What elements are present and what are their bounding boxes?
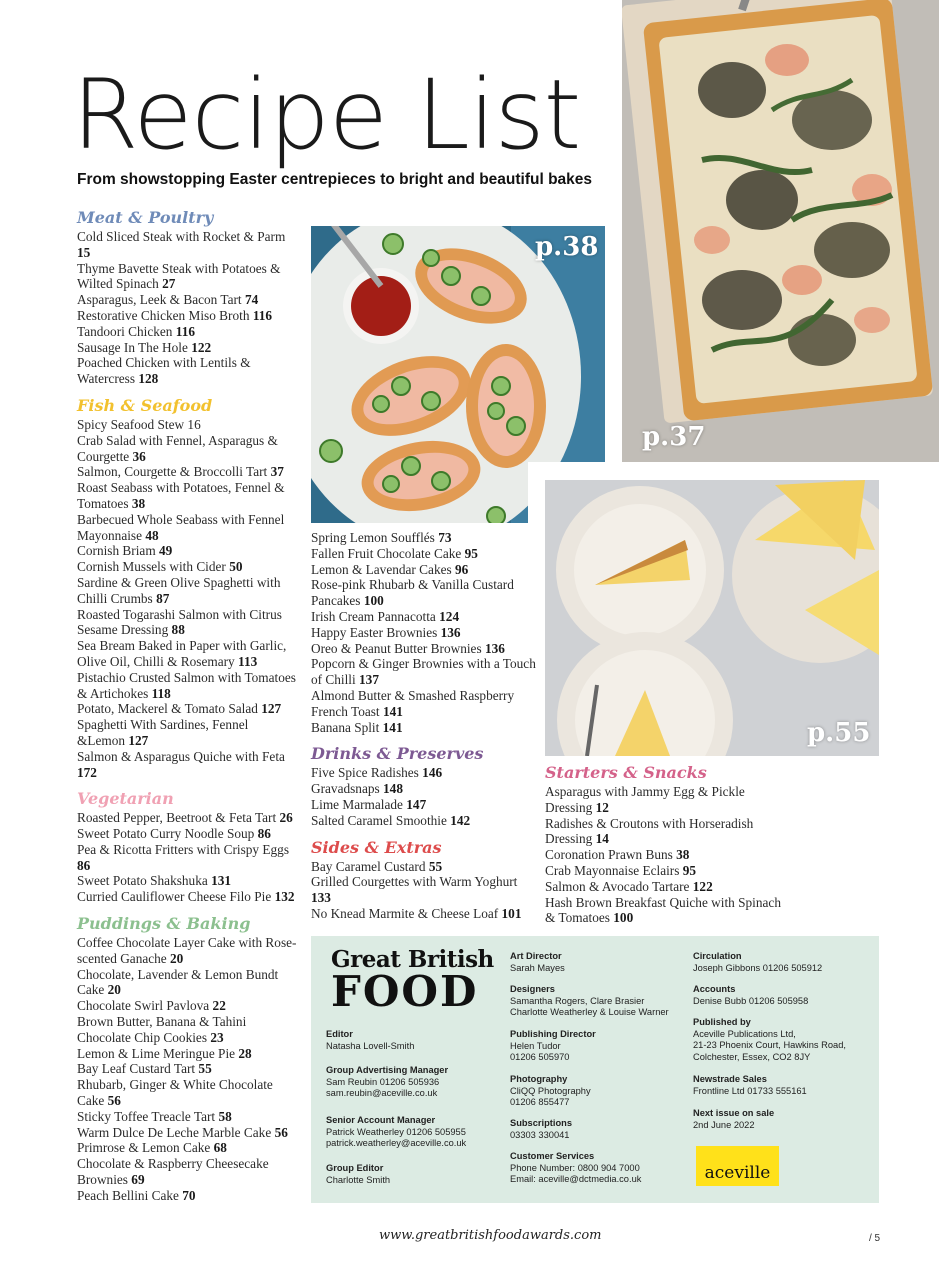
- recipe-name: Poached Chicken with Lentils & Watercress: [77, 355, 251, 387]
- section-heading-sides-extras: Sides & Extras: [311, 837, 442, 857]
- recipe-item: [311, 720, 536, 736]
- recipe-name: Coronation Prawn Buns: [545, 847, 673, 863]
- recipe-page-number: 20: [107, 982, 121, 998]
- page-title: Recipe List: [72, 59, 581, 171]
- recipe-name: Brown Butter, Banana & Tahini Chocolate Chip Cookies: [77, 1014, 247, 1045]
- recipe-item: [77, 261, 299, 293]
- recipe-item: [311, 656, 536, 688]
- recipe-name: Cornish Briam: [77, 543, 156, 559]
- recipe-item: [545, 784, 785, 816]
- recipe-page-number: 50: [229, 559, 243, 575]
- recipe-name: Spaghetti With Sardines, Fennel &Lemon: [77, 717, 249, 748]
- recipe-page-number: 133: [311, 890, 331, 906]
- recipe-page-number: 12: [595, 799, 609, 815]
- recipe-name: Tandoori Chicken: [77, 323, 173, 339]
- recipe-page-number: 122: [692, 878, 713, 894]
- recipe-item: [545, 847, 785, 863]
- recipe-item: [77, 1188, 299, 1204]
- recipe-page-number: 132: [274, 889, 295, 905]
- recipe-page-number: 86: [77, 857, 91, 873]
- recipe-name: Sausage In The Hole: [77, 339, 188, 355]
- recipe-item: [545, 863, 785, 879]
- recipe-name: Bay Caramel Custard: [311, 858, 426, 874]
- credit-group-advertising-manager: Group Advertising Manager Sam Reubin 01206 505936 sam.reubin@aceville.co.uk: [326, 1065, 449, 1098]
- recipe-name: Thyme Bavette Steak with Potatoes & Wilted Spinach: [77, 260, 281, 292]
- section-fish-seafood: [77, 396, 299, 780]
- recipe-page-number: 48: [145, 527, 159, 543]
- recipe-name: Lemon & Lavendar Cakes: [311, 561, 452, 577]
- recipe-page-number: 23: [210, 1029, 224, 1045]
- recipe-page-number: 124: [439, 608, 460, 624]
- recipe-name: Coffee Chocolate Layer Cake with Rose-scented Ganache: [77, 935, 297, 966]
- recipe-item: [77, 1125, 299, 1141]
- recipe-name: Lemon & Lime Meringue Pie: [77, 1045, 236, 1061]
- recipe-page-number: 36: [132, 448, 146, 464]
- recipe-page-number: 68: [213, 1140, 227, 1156]
- recipe-page-number: 87: [156, 590, 170, 606]
- section-drinks-preserves: [311, 744, 536, 828]
- recipe-page-number: 147: [406, 796, 427, 812]
- recipe-page-number: 15: [77, 244, 91, 260]
- recipe-page-number: 49: [159, 543, 173, 559]
- section-heading-puddings-baking: Puddings & Baking: [77, 914, 251, 934]
- section-starters-snacks: [545, 763, 785, 926]
- recipe-name: Bay Leaf Custard Tart: [77, 1061, 196, 1077]
- recipe-item: [77, 1109, 299, 1125]
- recipe-name: Happy Easter Brownies: [311, 624, 438, 640]
- recipe-page-number: 74: [244, 292, 259, 308]
- recipe-name: Rose-pink Rhubarb & Vanilla Custard Pancakes: [311, 577, 514, 609]
- recipe-name: Pea & Ricotta Fritters with Crispy Eggs: [77, 841, 289, 857]
- recipe-item: [77, 935, 299, 967]
- recipe-item: [311, 641, 536, 657]
- recipe-page-number: 136: [484, 640, 505, 656]
- recipe-item: [77, 1014, 299, 1046]
- recipe-item: [311, 530, 536, 546]
- recipe-page-number: 113: [238, 653, 258, 669]
- recipe-item: [77, 575, 299, 607]
- credits-box: [311, 936, 879, 1203]
- recipe-item: [311, 765, 536, 781]
- recipe-page-number: 142: [450, 812, 471, 828]
- recipe-item: [311, 688, 536, 720]
- recipe-page-number: 58: [218, 1108, 232, 1124]
- recipe-page-number: 172: [77, 764, 97, 780]
- recipe-page-number: 141: [382, 719, 403, 735]
- credit-group-editor: Group Editor Charlotte Smith: [326, 1163, 391, 1185]
- recipe-page-number: 96: [455, 561, 469, 577]
- recipe-page-number: 37: [270, 464, 284, 480]
- recipe-page-number: 127: [128, 732, 149, 748]
- recipe-item: [311, 577, 536, 609]
- recipe-name: Salmon & Avocado Tartare: [545, 878, 690, 894]
- recipe-name: Sea Bream Baked in Paper with Garlic, Olive Oil, Chilli & Rosemary: [77, 638, 287, 669]
- photo-page-label-37: p.37: [642, 422, 706, 452]
- recipe-item: [77, 826, 299, 842]
- recipe-item: [77, 308, 299, 324]
- recipe-column-left: [77, 208, 299, 1213]
- credit-photography: Photography CliQQ Photography 01206 855477: [510, 1074, 591, 1107]
- recipe-name: Pistachio Crusted Salmon with Tomatoes & Artichokes: [77, 669, 296, 701]
- recipe-name: Chocolate, Lavender & Lemon Bundt Cake: [77, 966, 279, 998]
- recipe-item: [77, 749, 299, 781]
- recipe-name: Salmon, Courgette & Broccolli Tart: [77, 464, 268, 480]
- recipe-page-number: 55: [198, 1061, 212, 1077]
- recipe-page-number: 20: [170, 950, 184, 966]
- recipe-name: Salmon & Asparagus Quiche with Feta: [77, 748, 285, 764]
- recipe-name: Oreo & Peanut Butter Brownies: [311, 640, 482, 656]
- recipe-page-number: 69: [131, 1172, 145, 1188]
- recipe-name: Cornish Mussels with Cider: [77, 559, 226, 575]
- credit-published-by: Published by Aceville Publications Ltd, 21-23 Phoenix Court, Hawkins Road, Colchester, Essex, CO2 8JY: [693, 1017, 846, 1062]
- recipe-column-middle: [311, 530, 536, 931]
- recipe-page-number: 146: [422, 765, 443, 781]
- recipe-page-number: 27: [162, 276, 176, 292]
- great-british-food-logo: Great British FOOD: [331, 946, 494, 1016]
- recipe-item: [311, 859, 536, 875]
- recipe-name: Roast Seabass with Potatoes, Fennel & Tomatoes: [77, 480, 285, 511]
- section-heading-fish-seafood: Fish & Seafood: [77, 395, 213, 415]
- recipe-page-number: 141: [382, 703, 403, 719]
- recipe-page-number: 56: [274, 1124, 288, 1140]
- recipe-item: [77, 873, 299, 889]
- recipe-page-number: 100: [363, 593, 384, 609]
- credit-publishing-director: Publishing Director Helen Tudor 01206 505970: [510, 1029, 596, 1062]
- recipe-item: [77, 543, 299, 559]
- credit-designers: Designers Samantha Rogers, Clare Brasier Charlotte Weatherley & Louise Warner: [510, 984, 669, 1017]
- recipe-item: [77, 1077, 299, 1109]
- recipe-name: Banana Split: [311, 719, 380, 735]
- recipe-name: Asparagus with Jammy Egg & Pickle Dressing: [545, 784, 745, 815]
- recipe-page-number: 38: [676, 847, 690, 863]
- recipe-name: Cold Sliced Steak with Rocket & Parm: [77, 229, 286, 244]
- credit-next-issue: Next issue on sale 2nd June 2022: [693, 1108, 775, 1130]
- recipe-item: [77, 433, 299, 465]
- section-heading-drinks-preserves: Drinks & Preserves: [311, 744, 484, 764]
- recipe-name: Crab Mayonnaise Eclairs: [545, 862, 680, 878]
- recipe-item: [77, 842, 299, 874]
- credit-accounts: Accounts Denise Bubb 01206 505958: [693, 984, 809, 1006]
- credit-customer-services: Customer Services Phone Number: 0800 904 7000 Email: aceville@dctmedia.co.uk: [510, 1151, 642, 1184]
- recipe-item: [77, 998, 299, 1014]
- recipe-name: Asparagus, Leek & Bacon Tart: [77, 292, 242, 308]
- recipe-item: [545, 816, 785, 848]
- recipe-name: Lime Marmalade: [311, 796, 403, 812]
- footer-website-url[interactable]: www.greatbritishfoodawards.com: [379, 1228, 602, 1243]
- recipe-page-number: 137: [359, 672, 379, 688]
- recipe-name: Sardine & Green Olive Spaghetti with Chilli Crumbs: [77, 574, 281, 606]
- recipe-name: Restorative Chicken Miso Broth: [77, 307, 250, 323]
- recipe-page-number: 22: [212, 998, 226, 1014]
- recipe-item: [77, 324, 299, 340]
- recipe-item: [77, 701, 299, 717]
- recipe-page-number: 95: [464, 545, 478, 561]
- recipe-name: Irish Cream Pannacotta: [311, 608, 436, 624]
- recipe-item: [77, 1140, 299, 1156]
- recipe-item: [311, 797, 536, 813]
- recipe-name: Potato, Mackerel & Tomato Salad: [77, 701, 258, 717]
- recipe-item: [77, 967, 299, 999]
- recipe-item: [311, 546, 536, 562]
- recipe-page-number: 116: [252, 307, 273, 323]
- page-number: / 5: [869, 1233, 881, 1244]
- recipe-name: Roasted Togarashi Salmon with Citrus Sesame Dressing: [77, 606, 282, 638]
- recipe-item: [77, 292, 299, 308]
- recipe-name: Sweet Potato Curry Noodle Soup: [77, 826, 255, 842]
- recipe-page-number: 100: [613, 910, 634, 926]
- recipe-item: [77, 810, 299, 826]
- recipe-page-number: 122: [191, 339, 212, 355]
- aceville-logo: aceville: [696, 1146, 779, 1186]
- recipe-name: Spring Lemon Soufflés: [311, 530, 435, 545]
- recipe-name: Grilled Courgettes with Warm Yoghurt: [311, 874, 518, 890]
- recipe-item: [311, 813, 536, 829]
- recipe-item: [311, 874, 536, 906]
- credit-circulation: Circulation Joseph Gibbons 01206 505912: [693, 951, 823, 973]
- recipe-item: [77, 1156, 299, 1188]
- recipe-name: Chocolate & Raspberry Cheesecake Brownies: [77, 1156, 269, 1188]
- recipe-name: Almond Butter & Smashed Raspberry French Toast: [311, 687, 515, 719]
- recipe-name: Crab Salad with Fennel, Asparagus & Courgette: [77, 432, 278, 464]
- recipe-name: Radishes & Croutons with Horseradish Dressing: [545, 815, 754, 847]
- custard-tart-photo: [545, 480, 879, 756]
- photo-page-label-55: p.55: [807, 718, 871, 748]
- recipe-name: Popcorn & Ginger Brownies with a Touch of Chilli: [311, 656, 536, 688]
- credit-newstrade-sales: Newstrade Sales Frontline Ltd 01733 555161: [693, 1074, 807, 1096]
- recipe-item: [311, 562, 536, 578]
- credit-senior-account-manager: Senior Account Manager Patrick Weatherley 01206 505955 patrick.weatherley@aceville.co.uk: [326, 1115, 467, 1148]
- photo-page-label-38: p.38: [535, 232, 599, 262]
- page-subtitle: From showstopping Easter centrepieces to bright and beautiful bakes: [77, 171, 593, 188]
- section-heading-meat-poultry: Meat & Poultry: [77, 208, 214, 227]
- recipe-name: Sticky Toffee Treacle Tart: [77, 1108, 216, 1124]
- recipe-name: Rhubarb, Ginger & White Chocolate Cake: [77, 1077, 273, 1109]
- recipe-item: [77, 559, 299, 575]
- credit-editor: Editor Natasha Lovell-Smith: [326, 1029, 415, 1051]
- recipe-item: [77, 464, 299, 480]
- recipe-item: [77, 417, 299, 433]
- recipe-name: Chocolate Swirl Pavlova: [77, 998, 210, 1014]
- section-puddings-baking: [77, 914, 299, 1204]
- recipe-page-number: 118: [151, 685, 171, 701]
- recipe-name: Warm Dulce De Leche Marble Cake: [77, 1124, 272, 1140]
- recipe-item: [77, 638, 299, 670]
- recipe-item: [77, 670, 299, 702]
- section-vegetarian: [77, 789, 299, 905]
- recipe-item: [311, 609, 536, 625]
- recipe-page-number: 88: [171, 622, 185, 638]
- recipe-name: Gravadsnaps: [311, 781, 380, 797]
- recipe-page-number: 73: [438, 530, 452, 545]
- recipe-item: [77, 512, 299, 544]
- recipe-name: No Knead Marmite & Cheese Loaf: [311, 905, 499, 921]
- recipe-page-number: 55: [428, 858, 443, 874]
- recipe-item: [77, 355, 299, 387]
- recipe-name: Salted Caramel Smoothie: [311, 812, 447, 828]
- recipe-item: [77, 717, 299, 749]
- recipe-page-number: 148: [383, 781, 403, 797]
- recipe-item: [311, 781, 536, 797]
- recipe-name: Primrose & Lemon Cake: [77, 1140, 211, 1156]
- recipe-name: Five Spice Radishes: [311, 765, 419, 781]
- recipe-page-number: 116: [175, 323, 195, 339]
- recipe-page-number: 86: [257, 826, 271, 842]
- recipe-name: Sweet Potato Shakshuka: [77, 873, 208, 889]
- recipe-item: [77, 1046, 299, 1062]
- recipe-name: Roasted Pepper, Beetroot & Feta Tart: [77, 810, 277, 826]
- recipe-item: [311, 625, 536, 641]
- recipe-page-number: 101: [501, 905, 522, 921]
- recipe-item: [77, 340, 299, 356]
- recipe-page-number: 95: [682, 862, 697, 878]
- recipe-name: Hash Brown Breakfast Quiche with Spinach & Tomatoes: [545, 894, 781, 926]
- section-heading-vegetarian: Vegetarian: [77, 789, 174, 809]
- recipe-item: [77, 889, 299, 905]
- recipe-page-number: 136: [440, 624, 461, 640]
- section-meat-poultry: [77, 208, 299, 387]
- recipe-page-number: 14: [595, 831, 609, 847]
- recipe-item: [77, 607, 299, 639]
- section-puddings-continued: [311, 530, 536, 735]
- recipe-page-number: 127: [261, 701, 282, 717]
- recipe-item: [77, 480, 299, 512]
- recipe-page-number: 26: [279, 810, 293, 826]
- recipe-item: [77, 1061, 299, 1077]
- recipe-column-right: [545, 763, 785, 935]
- recipe-page-number: 38: [131, 495, 146, 511]
- recipe-item: [77, 229, 299, 261]
- recipe-name: Barbecued Whole Seabass with Fennel Mayonnaise: [77, 511, 285, 543]
- recipe-page-number: 131: [211, 873, 232, 889]
- recipe-page-number: 28: [238, 1045, 252, 1061]
- recipe-name: Curried Cauliflower Cheese Filo Pie: [77, 889, 272, 905]
- salmon-tart-photo: [622, 0, 939, 462]
- recipe-name: Fallen Fruit Chocolate Cake: [311, 545, 462, 561]
- recipe-item: [545, 879, 785, 895]
- recipe-item: [311, 906, 536, 922]
- recipe-name: Spicy Seafood Stew 16: [77, 416, 201, 432]
- recipe-item: [545, 895, 785, 927]
- credit-art-director: Art Director Sarah Mayes: [510, 951, 565, 973]
- credit-subscriptions: Subscriptions 03303 330041: [510, 1118, 572, 1140]
- recipe-page-number: 56: [107, 1093, 121, 1109]
- section-heading-starters-snacks: Starters & Snacks: [545, 763, 707, 782]
- recipe-page-number: 70: [182, 1187, 196, 1203]
- recipe-name: Peach Bellini Cake: [77, 1187, 179, 1203]
- section-sides-extras: [311, 838, 536, 922]
- recipe-page-number: 128: [138, 371, 159, 387]
